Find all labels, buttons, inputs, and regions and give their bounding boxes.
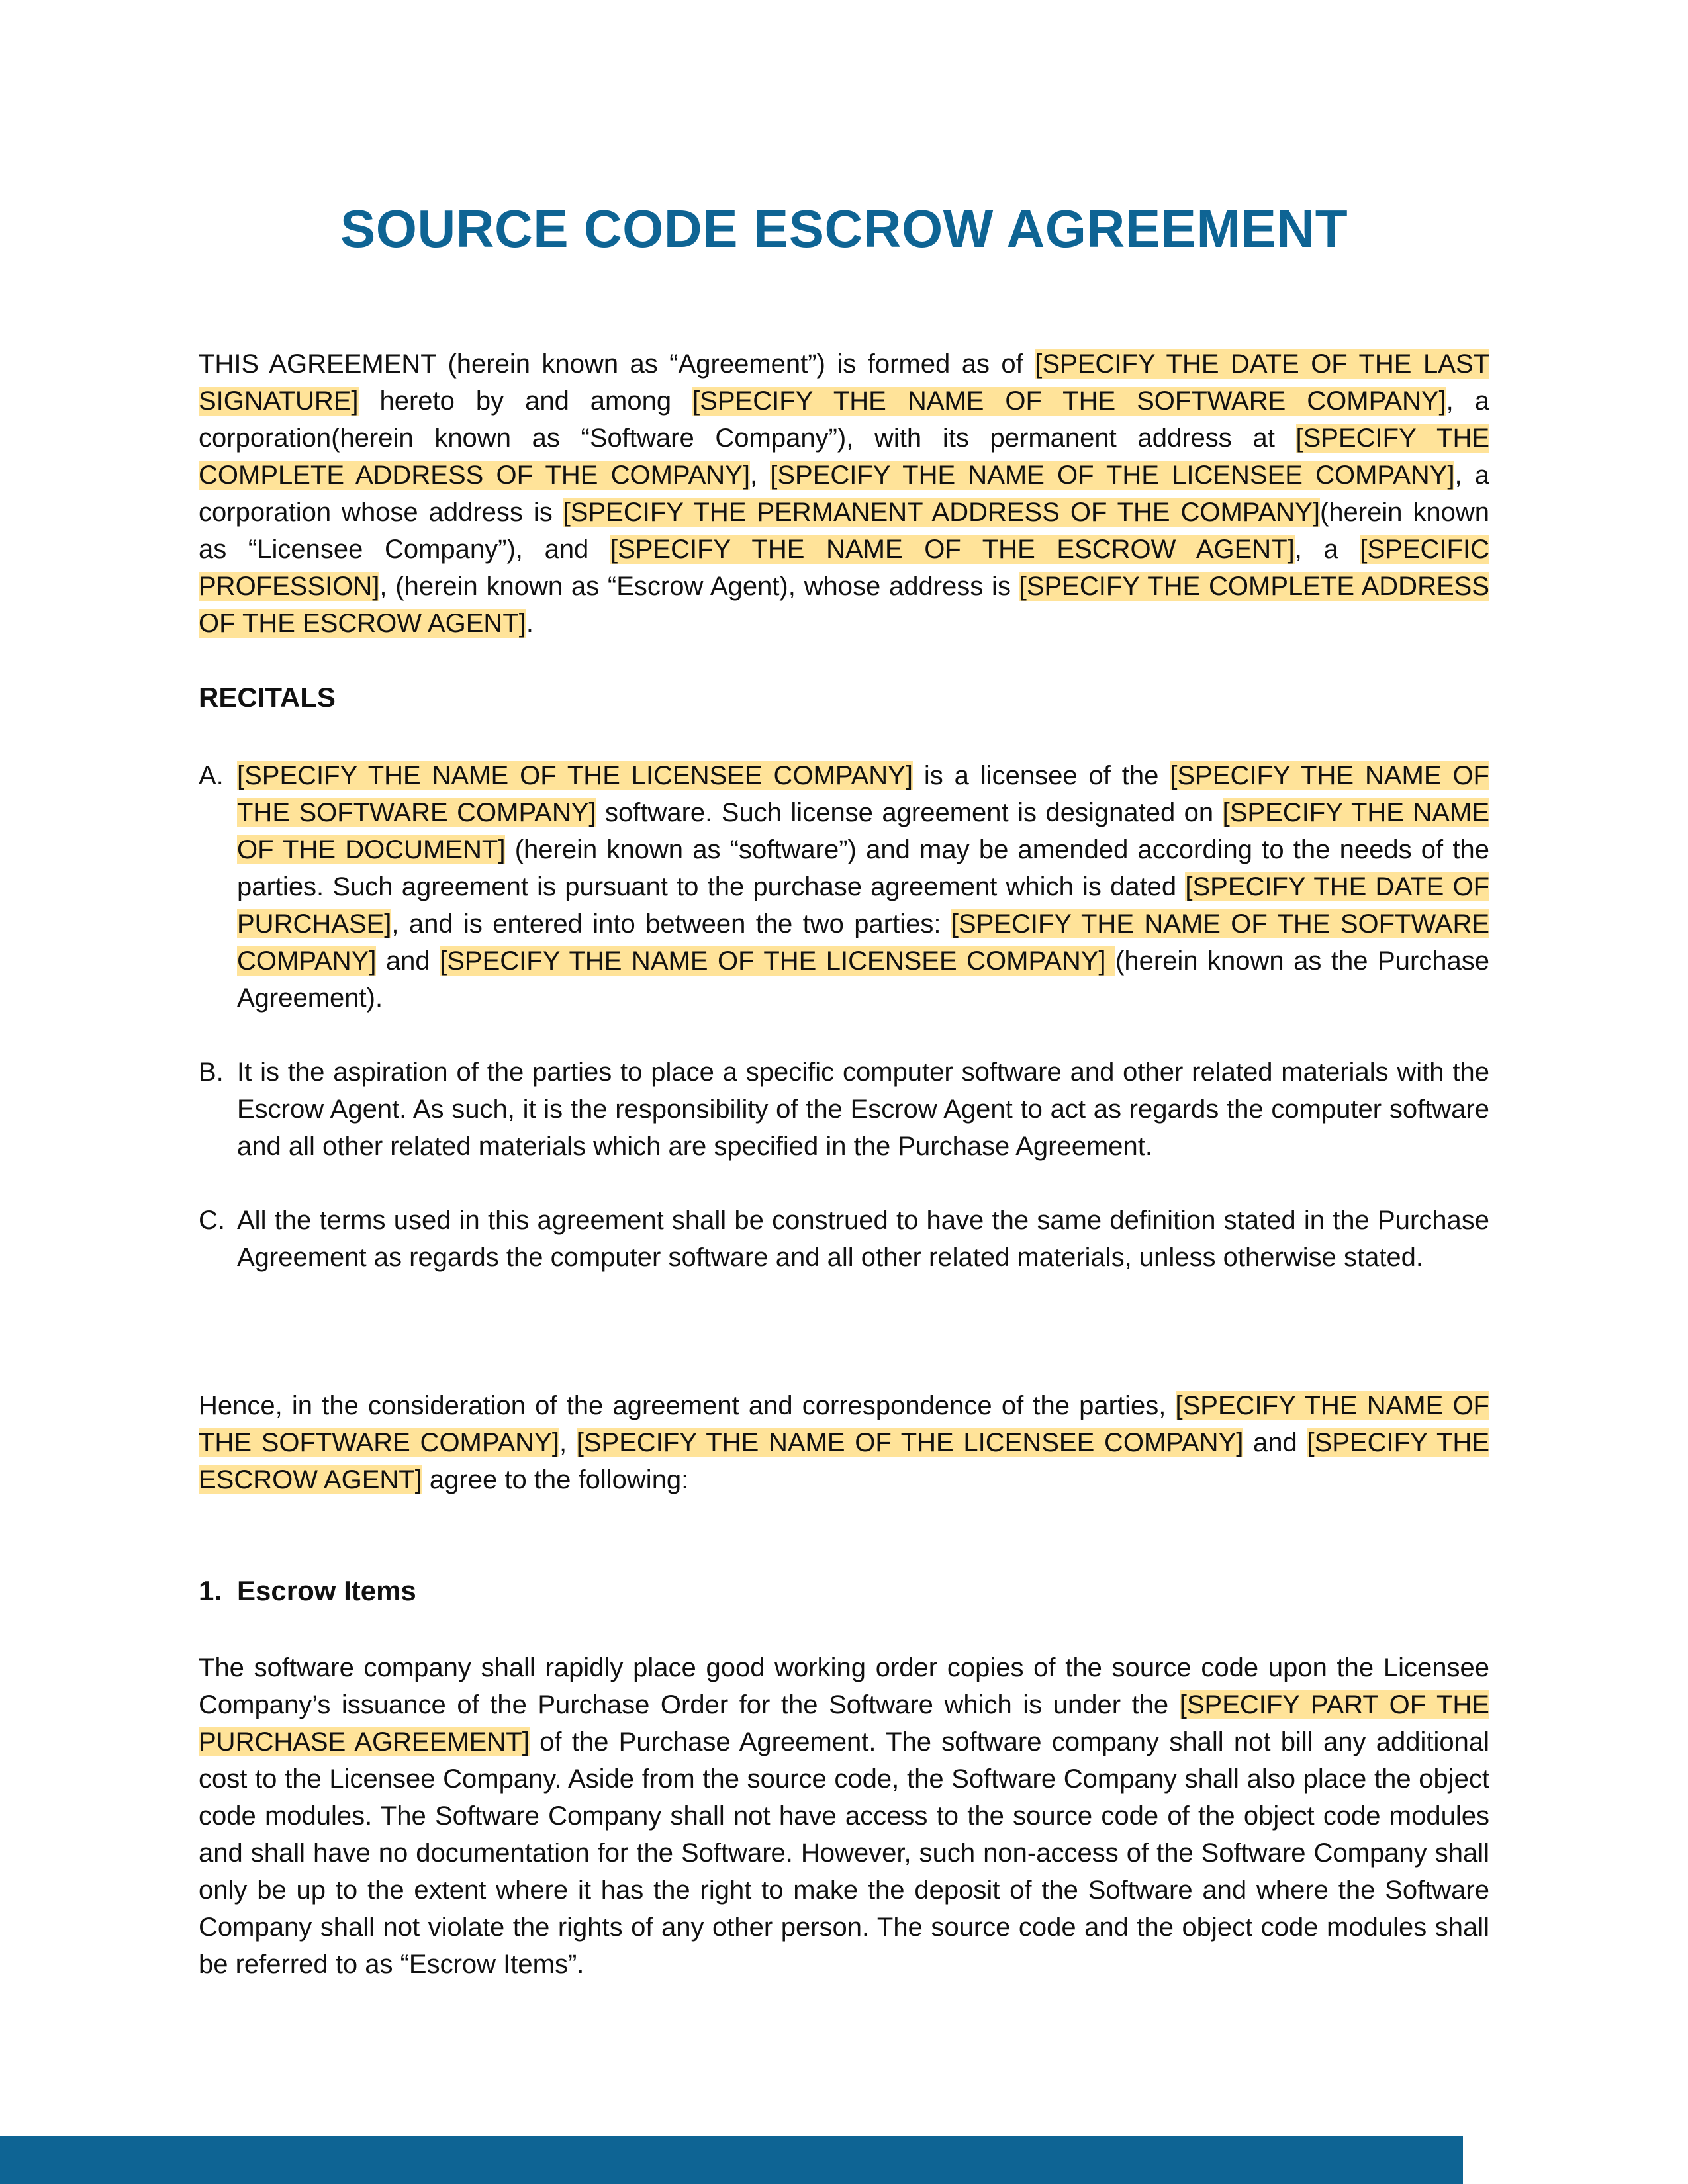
recital-item-a: [199, 757, 1489, 1017]
hence-paragraph: [199, 1387, 1489, 1498]
body-text: (herein known as “Licensee Company”), and: [199, 498, 1490, 564]
body-text: (herein known as the Purchase Agreement).: [237, 946, 1489, 1013]
recital-text: [237, 1202, 1489, 1276]
recital-item-b: [199, 1054, 1489, 1165]
body-text: (herein known as “software”) and may be amended according to the needs of the parties. Such agreement is pursuant to the purchase agreement which is dated: [237, 835, 1489, 901]
body-text: is a licensee of the: [912, 761, 1170, 790]
document-title: SOURCE CODE ESCROW AGREEMENT: [340, 199, 1348, 258]
placeholder-field: [SPECIFY THE NAME OF THE LICENSEE COMPANY]: [576, 1428, 1244, 1457]
body-text: software. Such license agreement is designated on: [596, 798, 1223, 827]
body-text: Hence, in the consideration of the agreement and correspondence of the parties,: [199, 1391, 1176, 1420]
placeholder-field: [SPECIFY THE PERMANENT ADDRESS OF THE COMPANY]: [563, 498, 1320, 527]
body-text: hereto by and among: [358, 387, 693, 416]
intro-paragraph: [199, 345, 1489, 642]
recital-marker: A.: [199, 761, 224, 790]
body-text: , a: [1294, 535, 1360, 564]
placeholder-field: [SPECIFY THE NAME OF THE SOFTWARE COMPANY]: [199, 1391, 1489, 1457]
body-text: .: [526, 609, 534, 638]
placeholder-field: [SPECIFY THE NAME OF THE LICENSEE COMPANY]: [237, 761, 913, 790]
body-text: agree to the following:: [422, 1465, 689, 1494]
section-heading-escrow-items: [199, 1575, 416, 1607]
placeholder-field: [SPECIFY PART OF THE PURCHASE AGREEMENT]: [199, 1690, 1489, 1756]
body-text: , a corporation whose address is: [199, 461, 1489, 527]
recital-text: [237, 757, 1489, 1017]
body-text: The software company shall rapidly place good working order copies of the source code upon the Licensee Company’s issuance of the Purchase Order for the Software which is under the: [199, 1653, 1489, 1719]
section-body-escrow-items: [199, 1649, 1489, 1983]
placeholder-field: [SPECIFY THE DATE OF PURCHASE]: [237, 872, 1489, 938]
placeholder-field: [SPECIFY THE COMPLETE ADDRESS OF THE ESCROW AGENT]: [199, 572, 1489, 638]
body-text: and: [376, 946, 440, 976]
body-text: ,: [749, 461, 771, 490]
recital-item-c: [199, 1202, 1489, 1276]
placeholder-field: [SPECIFY THE NAME OF THE SOFTWARE COMPANY]: [237, 761, 1489, 827]
body-text: of the Purchase Agreement. The software company shall not bill any additional cost to the Licensee Company. Aside from the source code, the Software Company shall also place the object code modules. The Software Company shall not have access to the source code of the object code modules and shall have no documentation for the Software. However, such non-access of the Software Company shall only be up to the extent where it has the right to make the deposit of the Software and where the Software Company shall not violate the rights of any other person. The source code and the object code modules shall be referred to as “Escrow Items”.: [199, 1727, 1489, 1979]
section-number: 1.: [199, 1575, 222, 1606]
body-text: All the terms used in this agreement shall be construed to have the same definition stated in the Purchase Agreement as regards the computer software and all other related materials, unless otherwise stated.: [237, 1206, 1489, 1272]
body-text: , (herein known as “Escrow Agent), whose address is: [379, 572, 1019, 601]
placeholder-field: [SPECIFIC PROFESSION]: [199, 535, 1489, 601]
recital-text: [237, 1054, 1489, 1165]
placeholder-field: [SPECIFY THE NAME OF THE ESCROW AGENT]: [610, 535, 1295, 564]
placeholder-field: [SPECIFY THE NAME OF THE SOFTWARE COMPANY]: [237, 909, 1490, 976]
placeholder-field: [SPECIFY THE NAME OF THE LICENSEE COMPANY]: [770, 461, 1455, 490]
body-text: THIS AGREEMENT (herein known as “Agreement”) is formed as of: [199, 349, 1035, 379]
body-text: and: [1243, 1428, 1307, 1457]
body-text: , and is entered into between the two parties:: [391, 909, 951, 938]
placeholder-field: [SPECIFY THE NAME OF THE DOCUMENT]: [237, 798, 1489, 864]
placeholder-field: [SPECIFY THE DATE OF THE LAST SIGNATURE]: [199, 349, 1489, 416]
body-text: ,: [559, 1428, 577, 1457]
placeholder-field: [SPECIFY THE NAME OF THE SOFTWARE COMPANY]: [692, 387, 1446, 416]
recital-marker: B.: [199, 1058, 224, 1087]
body-text: , a corporation(herein known as “Software Company”), with its permanent address at: [199, 387, 1489, 453]
footer-bar: [0, 2136, 1463, 2184]
recitals-heading: RECITALS: [199, 682, 336, 713]
body-text: It is the aspiration of the parties to place a specific computer software and other related materials with the Escrow Agent. As such, it is the responsibility of the Escrow Agent to act as regards the computer software and all other related materials which are specified in the Purchase Agreement.: [237, 1058, 1489, 1161]
recital-marker: C.: [199, 1206, 225, 1235]
placeholder-field: [SPECIFY THE NAME OF THE LICENSEE COMPANY]: [440, 946, 1116, 976]
placeholder-field: [SPECIFY THE COMPLETE ADDRESS OF THE COMPANY]: [199, 424, 1490, 490]
placeholder-field: [SPECIFY THE ESCROW AGENT]: [199, 1428, 1489, 1494]
section-title: Escrow Items: [237, 1575, 416, 1606]
